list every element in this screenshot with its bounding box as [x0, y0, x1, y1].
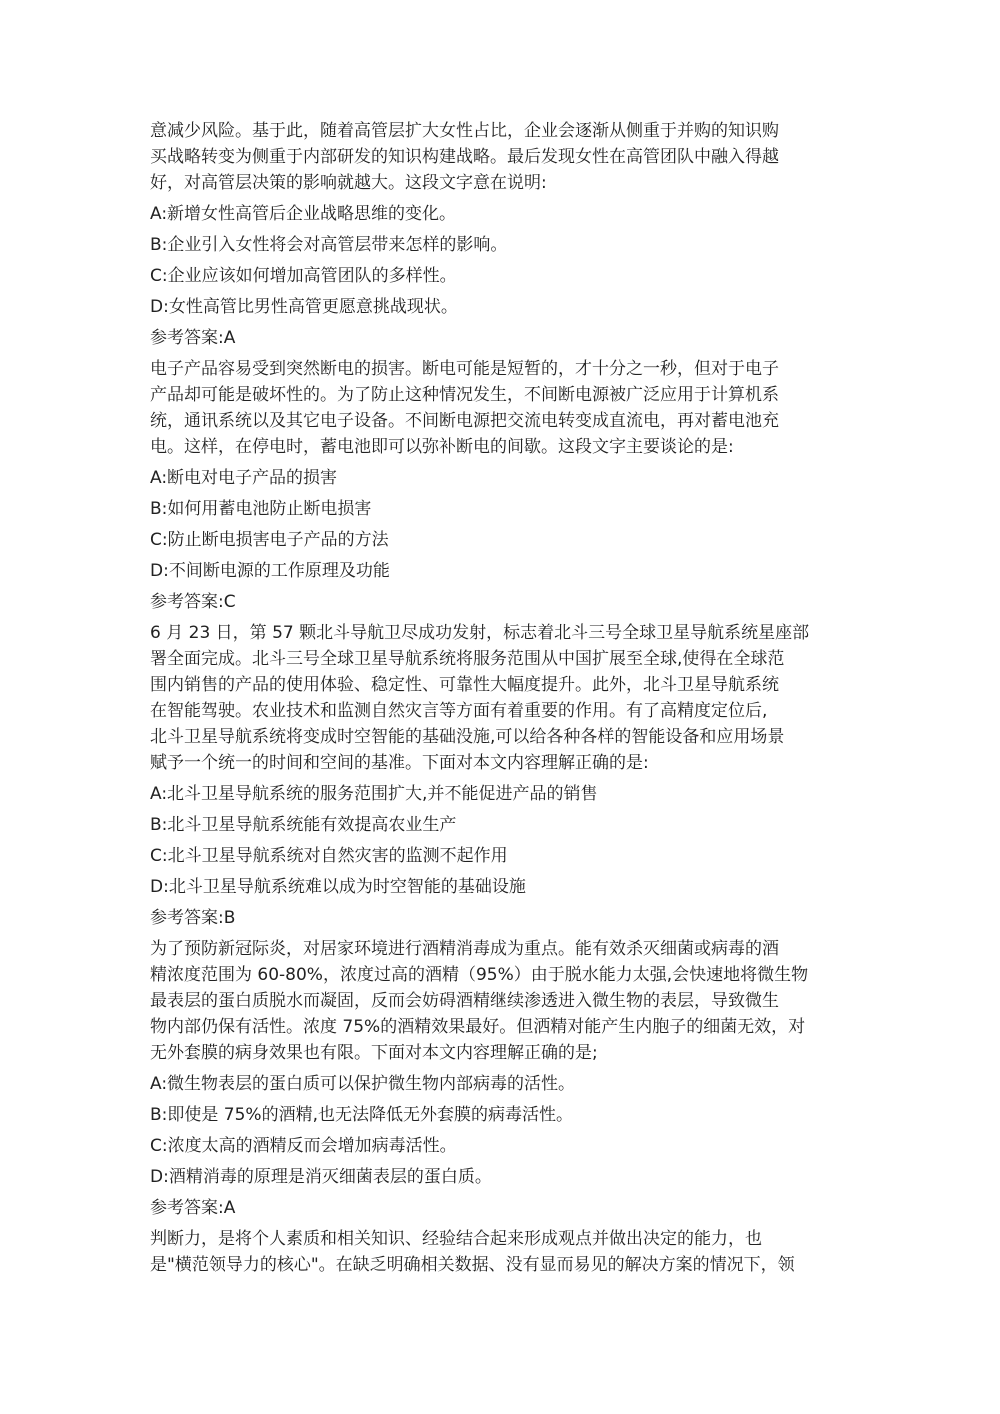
option-c: C:浓度太高的酒精反而会增加病毒活性。 [150, 1136, 457, 1156]
question-block [150, 118, 850, 351]
option-a: A:微生物表层的蛋白质可以保护微生物内部病毒的活性。 [150, 1074, 576, 1094]
option-a: A:断电对电子产品的损害 [150, 468, 338, 488]
question-text: 为了预防新冠际炎，对居家环境进行酒精消毒成为重点。能有效杀灭细菌或病毒的酒 精浓度范围为 60-80%，浓度过高的酒精（95%）由于脱水能力太强,会快速地将微生物 最表层的蛋白质脱水而凝固，反而会妨碍酒精继续渗透进入微生物的表层，导致微生 物内部仍保有活性。浓度 75%的酒精效果最好。但洒精对能产生内胞子的细菌无效，对 无外套膜的病身效果也有限。下面对本文内容理解正确的是; [150, 939, 809, 1063]
reference-answer: 参考答案:A [150, 1198, 236, 1218]
question-block [150, 620, 850, 931]
option-c: C:企业应该如何增加高管团队的多样性。 [150, 266, 457, 286]
question-block [150, 936, 850, 1221]
option-c: C:北斗卫星导航系统对自然灾害的监测不起作用 [150, 846, 508, 866]
reference-answer: 参考答案:B [150, 908, 236, 928]
option-d: D:女性高管比男性高管更愿意挑战现状。 [150, 297, 458, 317]
question-text: 意减少风险。基于此，随着高管层扩大女性占比，企业会逐渐从侧重于并购的知识购 买战略转变为侧重于内部研发的知识构建战略。最后发现女性在高管团队中融入得越 好，对高管层决策的影响就越大。这段文字意在说明: [150, 121, 779, 193]
option-b: B:如何用蓄电池防止断电损害 [150, 499, 372, 519]
question-text: 电子产品容易受到突然断电的损害。断电可能是短暂的，才十分之一秒，但对于电子 产品却可能是破坏性的。为了防止这种情况发生，不间断电源被广泛应用于计算机系 统，通讯系统以及其它电子设备。不间断电源把交流电转变成直流电，再对蓄电池充 电。这样，在停电时，蓄电池即可以弥补断电的间歇。这段文字主要谈论的是: [150, 359, 779, 457]
option-d: D:酒精消毒的原理是消灭细菌表层的蛋白质。 [150, 1167, 492, 1187]
option-d: D:北斗卫星导航系统难以成为时空智能的基础设施 [150, 877, 526, 897]
option-a: A:北斗卫星导航系统的服务范围扩大,并不能促进产品的销售 [150, 784, 598, 804]
option-c: C:防止断电损害电子产品的方法 [150, 530, 389, 550]
reference-answer: 参考答案:A [150, 328, 236, 348]
question-text: 判断力，是将个人素质和相关知识、经验结合起来形成观点并做出决定的能力，也 是"横范领导力的核心"。在缺乏明确相关数据、没有显而易见的解决方案的情况下，领 [150, 1229, 795, 1275]
question-text: 6 月 23 日，第 57 颗北斗导航卫尽成功发射，标志着北斗三号全球卫星导航系统星座部 署全面完成。北斗三号全球卫星导航系统将服务范围从中国扩展至全球,使得在全球范 围内销售的产品的使用体验、稳定性、可靠性大幅度提升。此外，北斗卫星导航系统 在智能驾驶。农业技术和监测自然灾言等方面有着重要的作用。有了高精度定位后, 北斗卫星导航系统将变成时空智能的基础没施,可以给各种各样的智能设备和应用场景 赋予一个统一的时间和空间的基准。下面对本文内容理解正确的是: [150, 623, 810, 773]
option-a: A:新增女性高管后企业战略思维的变化。 [150, 204, 457, 224]
option-b: B:即使是 75%的酒精,也无法降低无外套膜的病毒活性。 [150, 1105, 573, 1125]
question-block [150, 1226, 850, 1278]
reference-answer: 参考答案:C [150, 592, 236, 612]
question-block [150, 356, 850, 615]
option-b: B:北斗卫星导航系统能有效提高农业生产 [150, 815, 457, 835]
document-page [150, 118, 850, 1278]
option-d: D:不间断电源的工作原理及功能 [150, 561, 390, 581]
option-b: B:企业引入女性将会对高管层带来怎样的影响。 [150, 235, 508, 255]
